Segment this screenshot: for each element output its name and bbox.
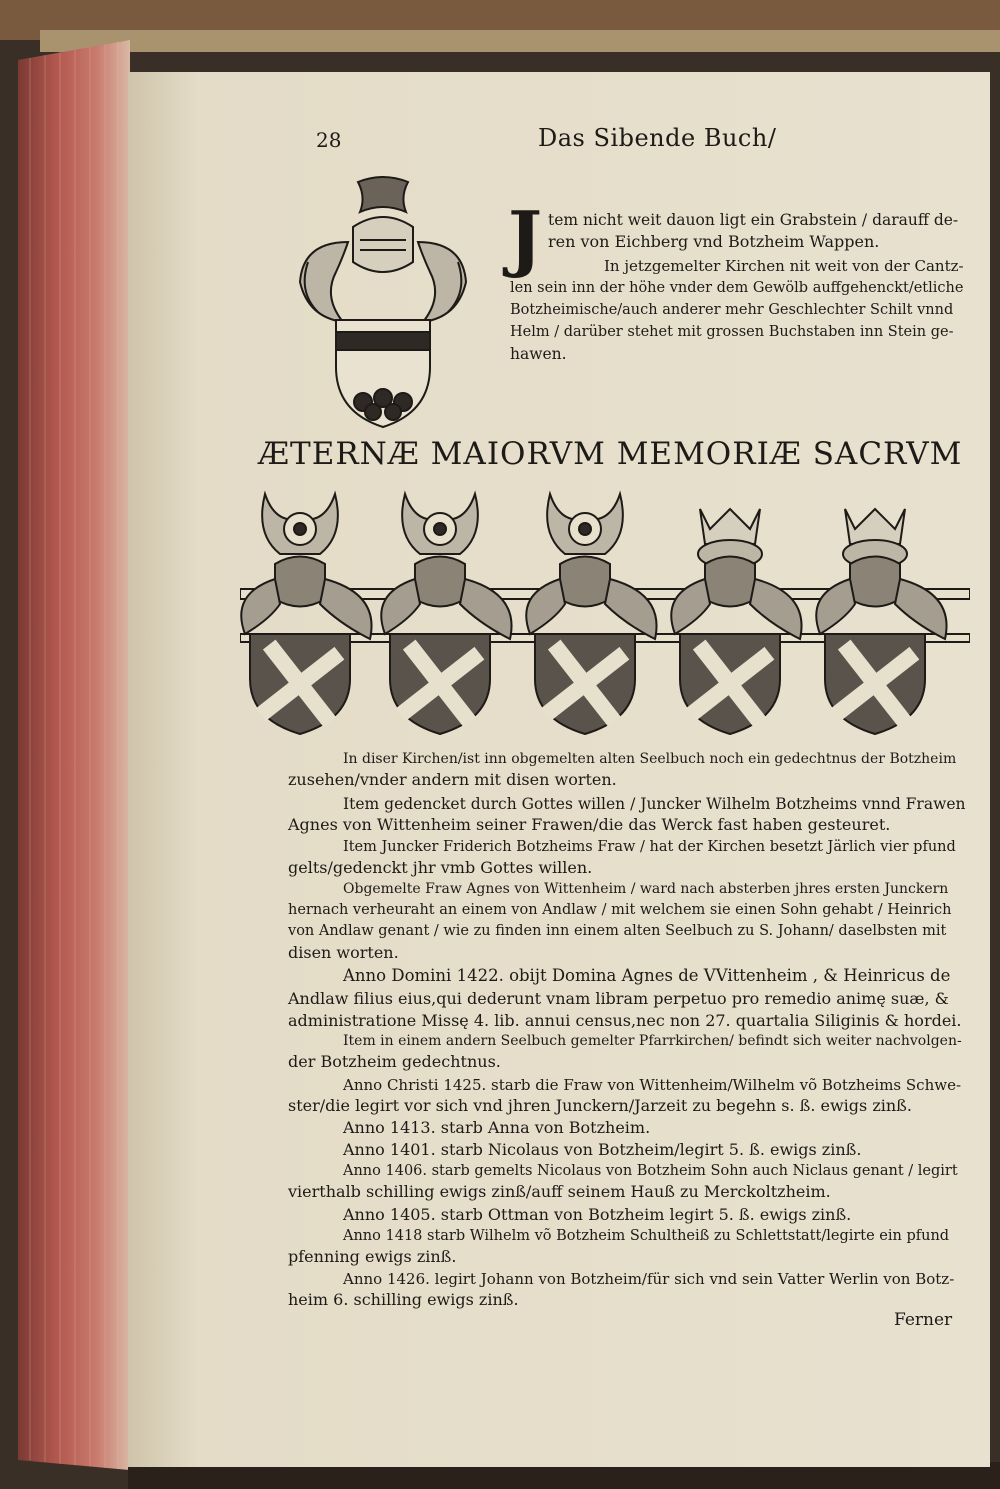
body-line: vierthalb schilling ewigs zinß/auff seinem Hauß zu Merckoltzheim. [288,1182,831,1201]
intro-line: hawen. [510,345,567,363]
catchword: Ferner [894,1310,953,1330]
intro-line: Botzheimische/auch anderer mehr Geschlechter Schilt vnnd [510,302,954,318]
five-helmeted-shields-icon [240,484,970,746]
intro-line: ren von Eichberg vnd Botzheim Wappen. [548,232,880,251]
drop-cap: J [508,195,543,280]
body-line: Anno Christi 1425. starb die Fraw von Wittenheim/Wilhelm võ Botzheims Schwe- [343,1076,962,1094]
body-line: administratione Missę 4. lib. annui census,nec non 27. quartalia Siliginis & hordei. [288,1011,962,1030]
body-line: Obgemelte Fraw Agnes von Wittenheim / ward nach absterben jhres ersten Junckern [343,881,949,897]
body-line: gelts/gedenckt jhr vmb Gottes willen. [288,858,593,877]
body-line: der Botzheim gedechtnus. [288,1052,501,1071]
body-line: Anno 1426. legirt Johann von Botzheim/für sich vnd sein Vatter Werlin von Botz- [343,1270,955,1288]
body-line: von Andlaw genant / wie zu finden inn einem alten Seelbuch zu S. Johann/ daselbsten mit [288,923,947,939]
body-line: Anno 1405. starb Ottman von Botzheim legirt 5. ß. ewigs zinß. [343,1205,852,1224]
body-line: Item Juncker Friderich Botzheims Fraw / hat der Kirchen besetzt Järlich vier pfund [343,839,956,855]
body-line: Andlaw filius eius,qui dederunt vnam libram perpetuo pro remedio animę suæ, & [288,989,949,1008]
intro-line: In jetzgemelter Kirchen nit weit von der Cantz- [604,257,964,275]
helmeted-shield-icon [370,494,512,746]
body-line: hernach verheuraht an einem von Andlaw / mit welchem sie einen Sohn gehabt / Heinrich [288,902,952,918]
intro-line: len sein inn der höhe vnder dem Gewölb auffgehenckt/etliche [510,280,964,296]
body-line: Agnes von Wittenheim seiner Frawen/die das Werck fast haben gesteuret. [288,815,891,834]
page-number: 28 [316,128,342,152]
helmeted-shield-icon [240,494,372,746]
body-line: In diser Kirchen/ist inn obgemelten alten Seelbuch noch ein gedechtnus der Botzheim [343,751,957,767]
intro-line: Helm / darüber stehet mit grossen Buchstaben inn Stein ge- [510,324,954,340]
body-line: Item gedencket durch Gottes willen / Juncker Wilhelm Botzheims vnnd Frawen [343,795,966,813]
body-line: Anno Domini 1422. obijt Domina Agnes de VVittenheim , & Heinricus de [343,966,951,985]
helmeted-shield-icon [805,509,947,746]
body-line: Anno 1401. starb Nicolaus von Botzheim/legirt 5. ß. ewigs zinß. [343,1140,862,1159]
body-line: Item in einem andern Seelbuch gemelter Pfarrkirchen/ befindt sich weiter nachvolgen- [343,1033,962,1049]
coat-of-arms-icon [288,172,478,432]
body-line: Anno 1413. starb Anna von Botzheim. [343,1118,651,1137]
body-line: disen worten. [288,943,399,962]
intro-line: tem nicht weit dauon ligt ein Grabstein / darauff de- [548,211,959,229]
body-line: heim 6. schilling ewigs zinß. [288,1290,519,1309]
body-line: pfenning ewigs zinß. [288,1247,457,1266]
inscription-heading: ÆTERNÆ MAIORVM MEMORIÆ SACRVM [258,436,963,472]
body-line: ster/die legirt vor sich vnd jhren Junckern/Jarzeit zu begehn s. ß. ewigs zinß. [288,1096,912,1115]
body-line: Anno 1418 starb Wilhelm võ Botzheim Schultheiß zu Schlettstatt/legirte ein pfund [343,1228,950,1244]
helmeted-shield-icon [515,494,657,746]
body-line: zusehen/vnder andern mit disen worten. [288,770,617,789]
body-line: Anno 1406. starb gemelts Nicolaus von Botzheim Sohn auch Niclaus genant / legirt [343,1163,958,1179]
helmeted-shield-icon [660,509,802,746]
running-head: Das Sibende Buch/ [538,124,777,152]
